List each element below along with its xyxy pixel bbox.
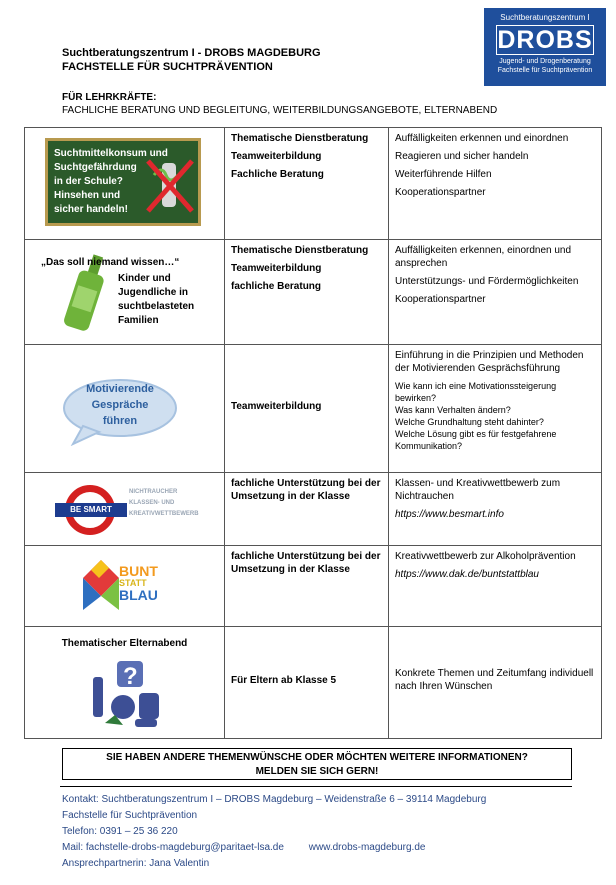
row5-formats: [225, 546, 389, 627]
row2-caption: [118, 272, 194, 328]
topic-item: Auffälligkeiten erkennen und einordnen: [395, 133, 569, 144]
question-list: [395, 380, 595, 452]
no-drugs-icon: [144, 155, 196, 217]
buntstattblau-logo-icon: [81, 558, 121, 612]
cta-line2: MELDEN SIE SICH GERN!: [255, 766, 379, 777]
topic-item: Reagieren und sicher handeln: [395, 151, 529, 162]
row2-image: [25, 240, 225, 345]
contact-address: Kontakt: Suchtberatungszentrum I – DROBS Magdeburg – Weidenstraße 6 – 39114 Magdeburg: [62, 794, 487, 805]
format-item: Teamweiterbildung: [231, 400, 322, 412]
besmart-link[interactable]: https://www.besmart.info: [395, 509, 504, 520]
chalk-line: Hinsehen und: [54, 190, 121, 201]
question-item: Welche Grundhaltung steht dahinter?: [395, 417, 544, 427]
topic-item: Auffälligkeiten erkennen, einordnen und ansprechen: [395, 245, 572, 269]
row4-topics: [389, 473, 602, 546]
divider: [60, 786, 572, 787]
org-line1: Suchtberatungszentrum I - DROBS MAGDEBURG: [62, 47, 321, 59]
table-row: [25, 473, 602, 546]
contact-person: Ansprechpartnerin: Jana Valentin: [62, 858, 210, 869]
bubble-text: [61, 381, 179, 429]
bubble-line: Motivierende: [86, 383, 154, 395]
audience-sub: FACHLICHE BERATUNG UND BEGLEITUNG, WEITERBILDUNGSANGEBOTE, ELTERNABEND: [62, 105, 498, 116]
row6-topics: [389, 627, 602, 739]
audience-heading: FÜR LEHRKRÄFTE:: [62, 92, 157, 103]
topic-item: Kreativwettbewerb zur Alkoholprävention: [395, 551, 576, 562]
chalk-line: Suchtgefährdung: [54, 162, 137, 173]
drobs-logo: [484, 8, 606, 86]
logo-sub2: Fachstelle für Suchtprävention: [497, 67, 593, 74]
row1-topics: [389, 128, 602, 240]
format-item: Für Eltern ab Klasse 5: [231, 674, 337, 686]
parent-evening-icon: [87, 653, 167, 731]
chalk-line: in der Schule?: [54, 176, 123, 187]
blau-word: BLAU: [119, 587, 158, 603]
chalk-line: Suchtmittelkonsum und: [54, 148, 168, 159]
bunt-word: BUNT: [119, 563, 158, 579]
format-item: fachliche Beratung: [231, 281, 322, 292]
format-item: Thematische Dienstberatung: [231, 245, 369, 256]
caption-line: NICHTRAUCHER: [129, 489, 178, 495]
caption-line: KREATIVWETTBEWERB: [129, 511, 199, 517]
format-item: Fachliche Beratung: [231, 169, 324, 180]
table-row: [25, 128, 602, 240]
logo-brand: DROBS: [497, 26, 593, 54]
bunt-text: [119, 564, 158, 602]
cta-box: [62, 748, 572, 780]
logo-sub1: Jugend- und Drogenberatung: [499, 58, 591, 65]
chalk-line: sicher handeln!: [54, 204, 128, 215]
logo-top: Suchtberatungszentrum I: [500, 13, 590, 22]
statt-word: STATT: [119, 578, 147, 588]
contact-mail[interactable]: Mail: fachstelle-drobs-magdeburg@paritaet-lsa.de: [62, 842, 284, 853]
caption-line: suchtbelasteten: [118, 301, 195, 312]
row6-image: [25, 627, 225, 739]
topic-item: Kooperationspartner: [395, 294, 486, 305]
bubble-line: führen: [102, 415, 138, 427]
row3-image: [25, 345, 225, 473]
parent-evening-title: Thematischer Elternabend: [61, 638, 188, 649]
org-line2: FACHSTELLE FÜR SUCHTPRÄVENTION: [62, 61, 273, 73]
question-item: Wie kann ich eine Motivationssteigerung bewirken?: [395, 381, 557, 403]
table-row: [25, 546, 602, 627]
topic-item: Kooperationspartner: [395, 187, 486, 198]
format-item: Teamweiterbildung: [231, 263, 322, 274]
table-row: [25, 345, 602, 473]
table-row: [25, 240, 602, 345]
row3-topics: [389, 345, 602, 473]
bubble-line: Gespräche: [91, 399, 149, 411]
besmart-caption: [129, 487, 199, 520]
caption-line: KLASSEN- UND: [129, 500, 175, 506]
offer-table: [24, 127, 602, 739]
cta-line1: SIE HABEN ANDERE THEMENWÜNSCHE ODER MÖCHTEN WEITERE INFORMATIONEN?: [106, 752, 528, 763]
besmart-bar: BE SMART: [55, 503, 127, 517]
table-row: [25, 627, 602, 739]
topic-item: Konkrete Themen und Zeitumfang individuell nach Ihren Wünschen: [395, 668, 594, 692]
row5-topics: [389, 546, 602, 627]
buntstattblau-link[interactable]: https://www.dak.de/buntstattblau: [395, 569, 539, 580]
format-item: Teamweiterbildung: [231, 151, 322, 162]
row2-topics: [389, 240, 602, 345]
caption-line: Kinder und: [118, 273, 171, 284]
row5-image: [25, 546, 225, 627]
question-item: Was kann Verhalten ändern?: [395, 405, 511, 415]
question-item: Welche Lösung gibt es für festgefahrene Kommunikation?: [395, 429, 557, 451]
topic-item: Weiterführende Hilfen: [395, 169, 492, 180]
contact-website[interactable]: www.drobs-magdeburg.de: [308, 842, 426, 853]
contact-phone: Telefon: 0391 – 25 36 220: [62, 826, 178, 837]
row1-formats: [225, 128, 389, 240]
row2-quote: „Das soll niemand wissen…“: [41, 257, 180, 268]
caption-line: Familien: [118, 315, 159, 326]
row4-formats: [225, 473, 389, 546]
contact-dept: Fachstelle für Suchtprävention: [62, 810, 198, 821]
topic-item: Unterstützungs- und Fördermöglichkeiten: [395, 276, 579, 287]
audience: [62, 91, 497, 117]
format-item: fachliche Unterstützung bei der Umsetzung in der Klasse: [231, 551, 381, 575]
row2-formats: [225, 240, 389, 345]
svg-text:?: ?: [123, 663, 138, 690]
contact-block: [62, 792, 486, 872]
caption-line: Jugendliche in: [118, 287, 189, 298]
row1-image: [25, 128, 225, 240]
row3-formats: [225, 345, 389, 473]
row6-formats: [225, 627, 389, 739]
topic-item: Klassen- und Kreativwettbewerb zum Nichtrauchen: [395, 478, 561, 502]
chalkboard-image: [45, 138, 201, 226]
format-item: fachliche Unterstützung bei der Umsetzung in der Klasse: [231, 478, 381, 502]
org-heading: [62, 46, 321, 74]
format-item: Thematische Dienstberatung: [231, 133, 369, 144]
contact-mail-row: [62, 840, 486, 856]
topic-item: Einführung in die Prinzipien und Methoden der Motivierenden Gesprächsführung: [395, 350, 584, 374]
row4-image: [25, 473, 225, 546]
